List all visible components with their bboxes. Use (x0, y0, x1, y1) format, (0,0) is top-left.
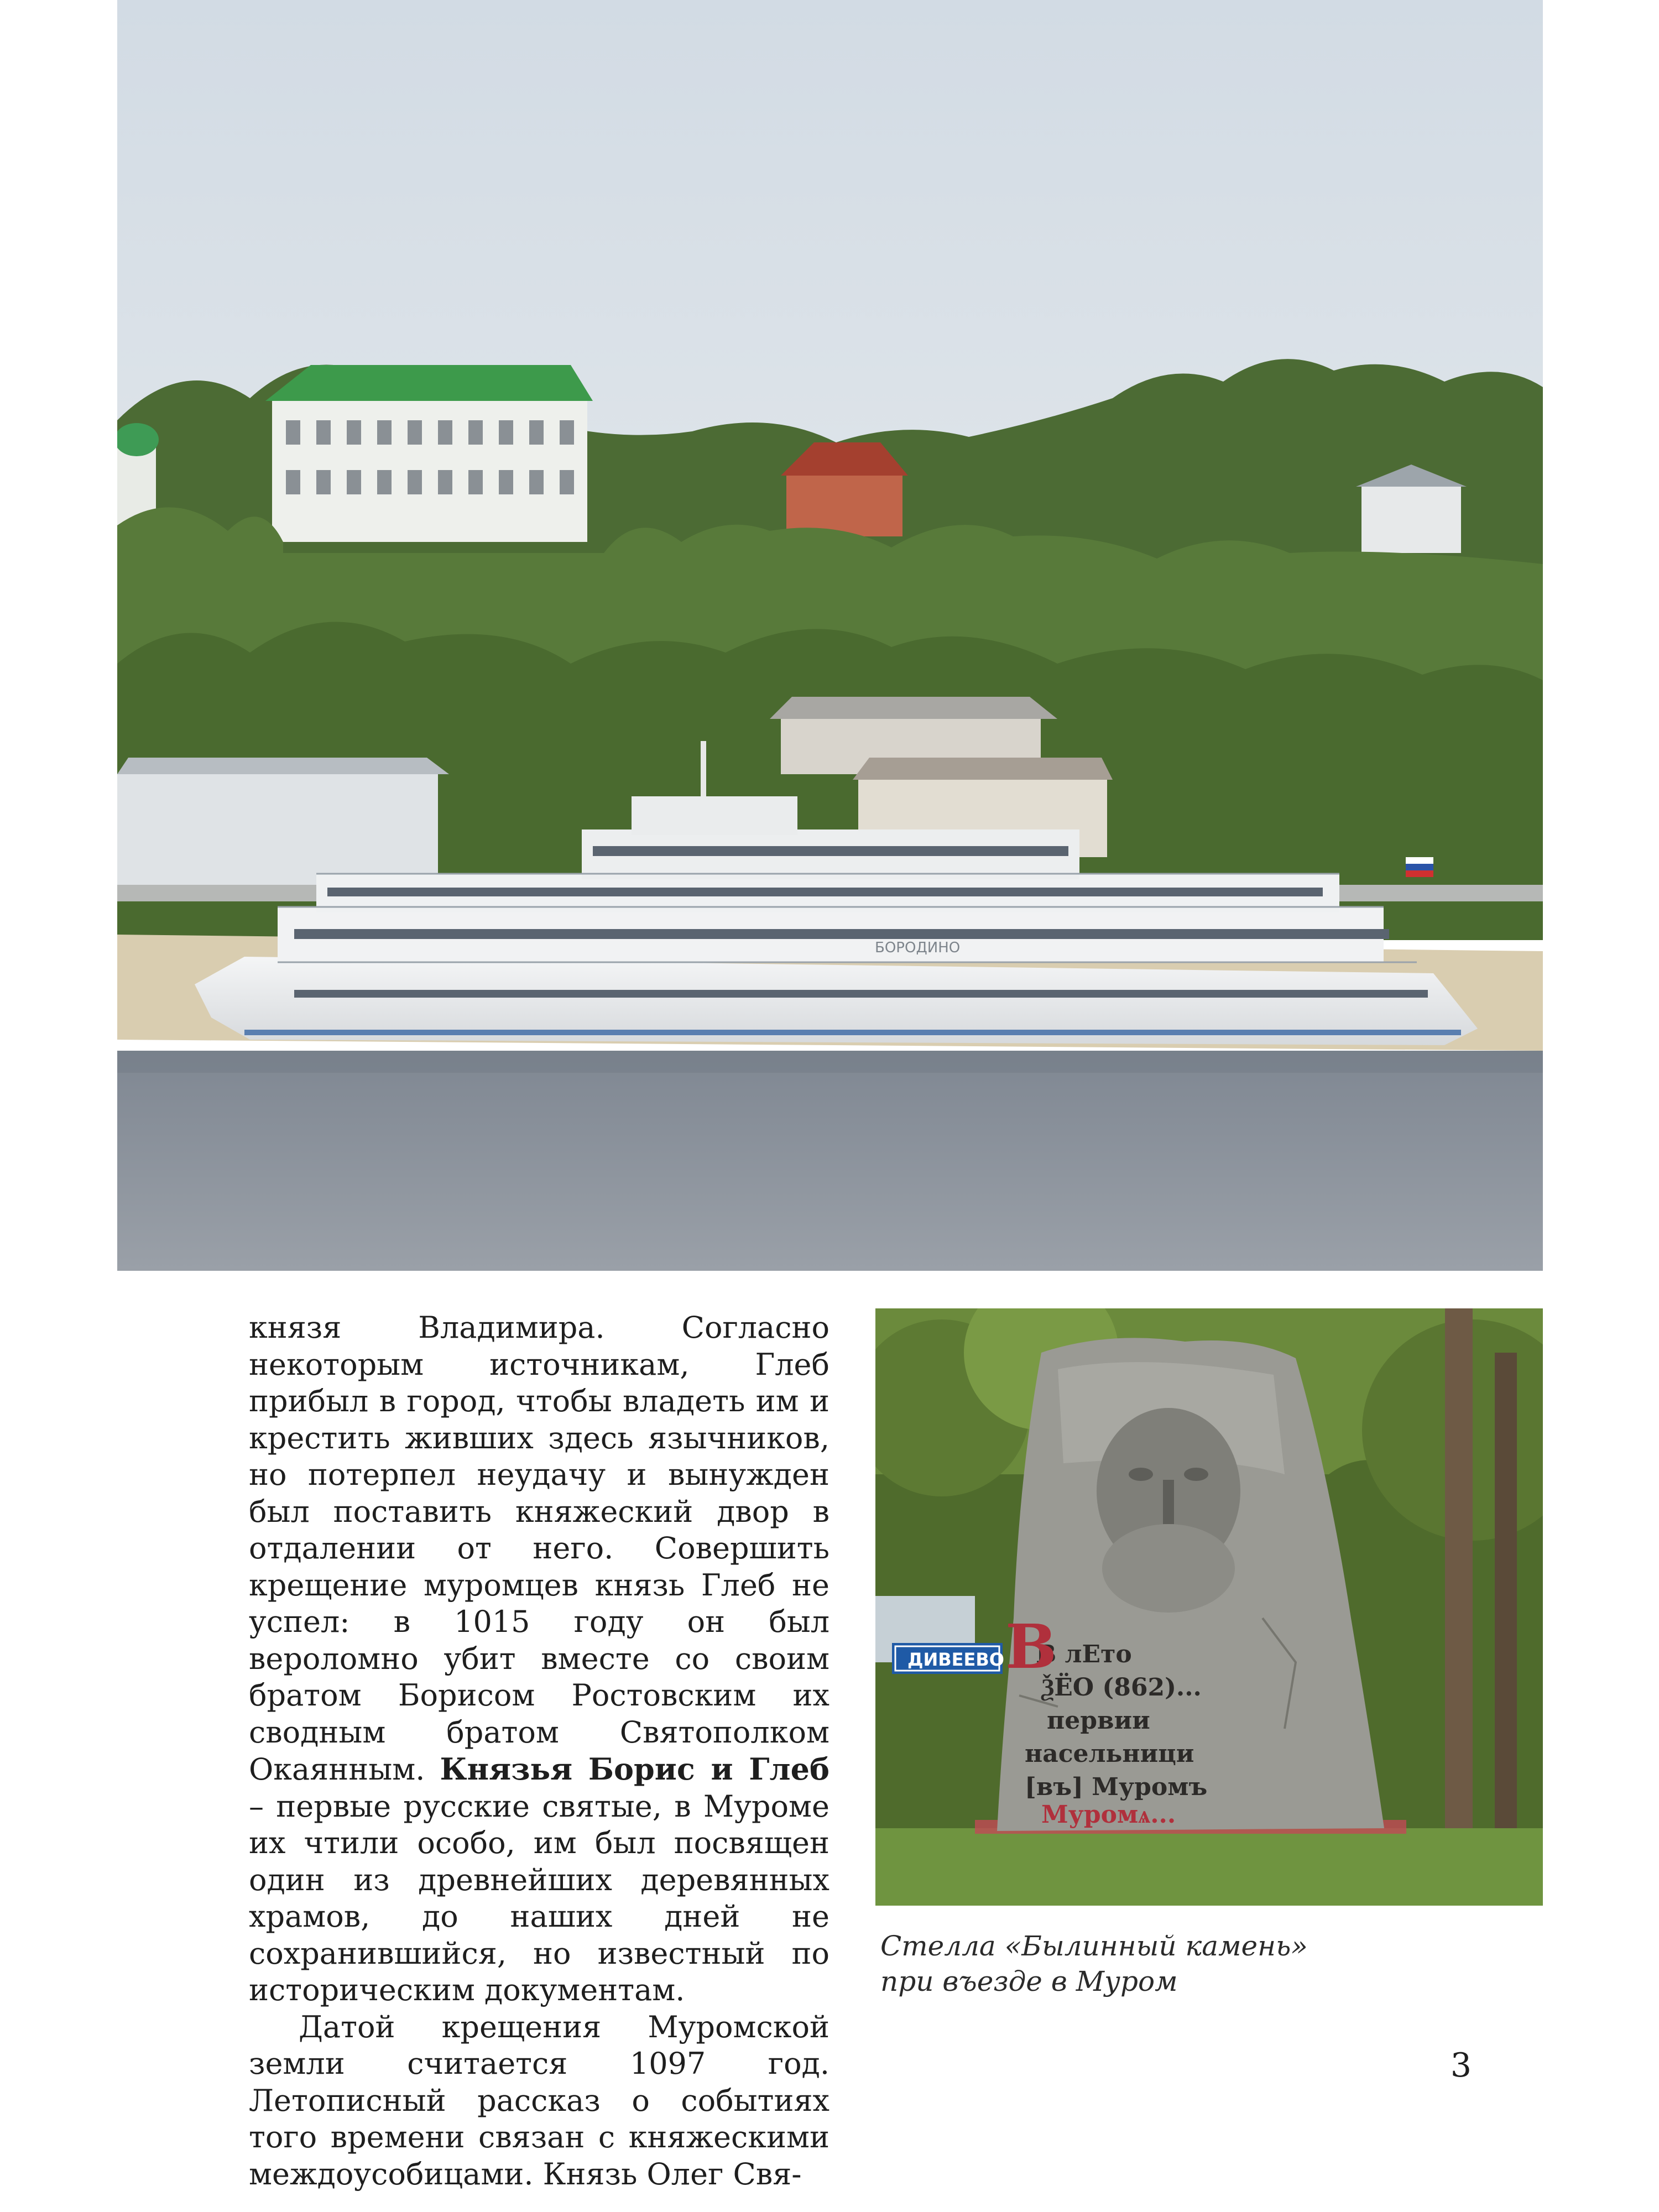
river-water (117, 1051, 1543, 1271)
caption-line-2: при въезде в Муром (880, 1965, 1178, 1997)
inscription-line-6: Муромѧ... (1041, 1801, 1176, 1829)
grass (875, 1828, 1543, 1906)
body-paragraph-1 (249, 1310, 830, 2009)
stone-monument-photo (875, 1308, 1543, 1906)
red-roof-house (781, 442, 908, 536)
inscription-line-4: насельници (1025, 1740, 1194, 1768)
inscription-line-3: первии (1047, 1707, 1150, 1735)
river-ship-illustration (117, 0, 1543, 1271)
svg-text:В: В (1005, 1611, 1057, 1682)
caption-line-1: Стелла «Былинный камень» (880, 1930, 1308, 1962)
body-paragraph-2: Датой крещения Муромской земли считается 1097 год. Летописный рассказ о событиях того времени связан с княжескими междоусобицами. Князь Олег Свя- (249, 2009, 830, 2192)
stone-monument-illustration (875, 1308, 1543, 1906)
article-body (249, 1310, 830, 2193)
road-sign-text: ДИВЕЕВО (907, 1649, 1004, 1670)
bold-term-boris-gleb: Князья Борис и Глеб (440, 1751, 830, 1787)
white-building-green-roof (265, 365, 593, 542)
photo-caption (880, 1928, 1538, 1999)
river-ship-photo (117, 0, 1543, 1271)
ship-name: БОРОДИНО (875, 940, 961, 956)
inscription-line-2: ѮЁО (862)... (1041, 1673, 1202, 1702)
body-paragraph-1-part-2: – первые русские святые, в Муроме их чтили особо, им был посвящен один из древнейших деревянных храмов, до наших дней не сохранившийся, но известный по историческим документам. (249, 1788, 830, 2007)
inscription-line-1: В лЕто (1036, 1640, 1132, 1668)
inscription-line-5: [въ] Муромъ (1025, 1773, 1208, 1801)
page-number: 3 (1450, 2046, 1472, 2085)
body-paragraph-1-part-1: князя Владимира. Согласно некоторым источникам, Глеб прибыл в город, чтобы владеть им и крестить живших здесь язычников, но потерпел неудачу и вынужден был поставить княжеский двор в отдалении от него. Совершить крещение муромцев князь Глеб не успел: в 1015 году он был вероломно убит вместе со своим братом Борисом Ростовским их сводным братом Святополком Окаянным. (249, 1310, 830, 1787)
